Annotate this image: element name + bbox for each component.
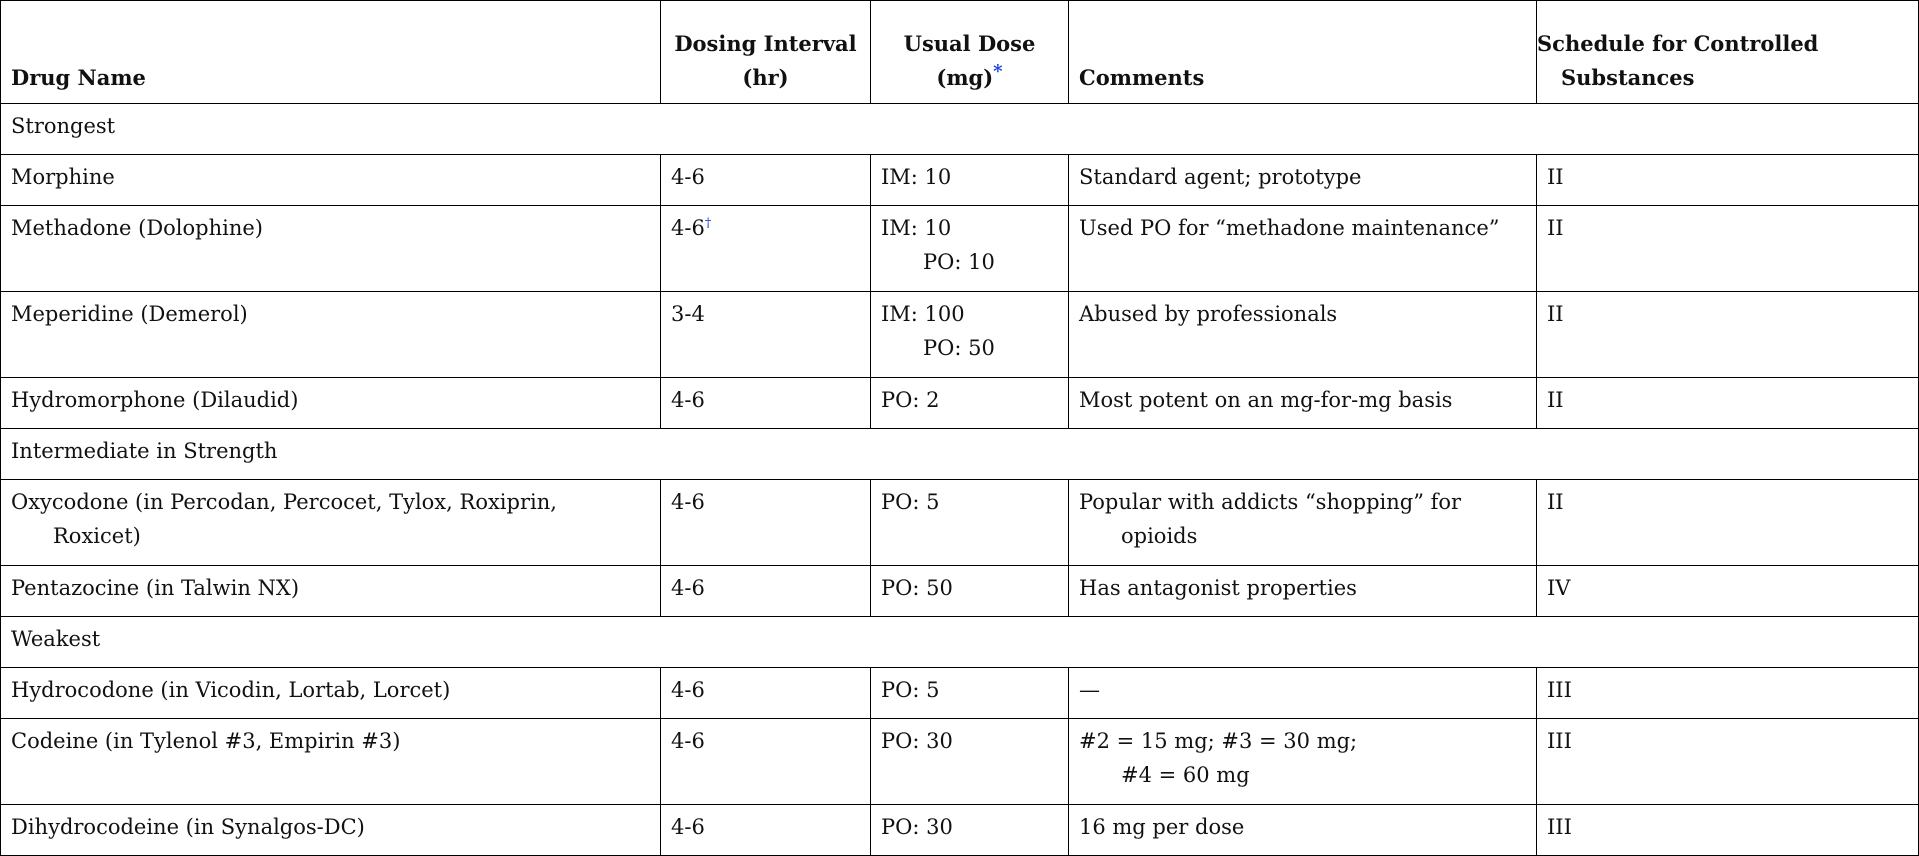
section-label-strongest: Strongest <box>1 104 1919 155</box>
header-usual-dose <box>871 1 1069 104</box>
header-comments <box>1069 1 1537 104</box>
dose-cell: PO: 2 <box>871 378 1069 429</box>
interval-footnote-marker[interactable]: † <box>704 216 712 231</box>
comment-cell: — <box>1069 668 1537 719</box>
header-comments-text: Comments <box>1079 65 1205 90</box>
header-dose-line2: (mg) <box>936 65 994 90</box>
comment-cell: Standard agent; prototype <box>1069 155 1537 206</box>
interval-cell: 4-6 <box>661 805 871 856</box>
dose-line-im: IM: 100 <box>881 302 965 326</box>
comment-line1: #2 = 15 mg; #3 = 30 mg; <box>1079 729 1358 753</box>
table-row-dihydrocodeine <box>1 805 1919 856</box>
schedule-cell: II <box>1537 206 1919 292</box>
dose-cell: PO: 5 <box>871 480 1069 566</box>
section-row-strongest <box>1 104 1919 155</box>
dose-footnote-marker[interactable]: * <box>993 61 1003 82</box>
dose-cell: PO: 5 <box>871 668 1069 719</box>
interval-cell: 4-6 <box>661 480 871 566</box>
table-row-codeine <box>1 719 1919 805</box>
comment-line1: Popular with addicts “shopping” for <box>1079 490 1462 514</box>
interval-cell: 4-6 <box>661 155 871 206</box>
header-interval-line2: (hr) <box>742 65 789 90</box>
section-row-intermediate <box>1 429 1919 480</box>
schedule-cell: III <box>1537 719 1919 805</box>
table-row-hydromorphone <box>1 378 1919 429</box>
dose-cell: IM: 10 <box>871 155 1069 206</box>
comment-cell: 16 mg per dose <box>1069 805 1537 856</box>
table-row-pentazocine <box>1 566 1919 617</box>
section-row-weakest <box>1 617 1919 668</box>
header-dosing-interval <box>661 1 871 104</box>
dose-line-po: PO: 50 <box>923 336 995 360</box>
header-schedule-line1: Schedule for Controlled <box>1537 31 1819 56</box>
schedule-cell: III <box>1537 805 1919 856</box>
comment-line2: #4 = 60 mg <box>1121 763 1250 787</box>
dose-cell: PO: 30 <box>871 719 1069 805</box>
comment-cell: Used PO for “methadone maintenance” <box>1069 206 1537 292</box>
drug-name-cell: Dihydrocodeine (in Synalgos-DC) <box>1 805 661 856</box>
comment-cell: Abused by professionals <box>1069 292 1537 378</box>
schedule-cell: II <box>1537 378 1919 429</box>
interval-cell: 3-4 <box>661 292 871 378</box>
drug-name-cell <box>1 480 661 566</box>
drug-name-cell: Pentazocine (in Talwin NX) <box>1 566 661 617</box>
schedule-cell: II <box>1537 480 1919 566</box>
drug-name-cell: Hydrocodone (in Vicodin, Lortab, Lorcet) <box>1 668 661 719</box>
header-dose-line1: Usual Dose <box>903 31 1036 56</box>
section-label-intermediate: Intermediate in Strength <box>1 429 1919 480</box>
header-row <box>1 1 1919 104</box>
section-label-weakest: Weakest <box>1 617 1919 668</box>
interval-cell <box>661 206 871 292</box>
comment-cell <box>1069 480 1537 566</box>
dose-cell <box>871 206 1069 292</box>
table-row-oxycodone <box>1 480 1919 566</box>
schedule-cell: II <box>1537 155 1919 206</box>
table-row-methadone <box>1 206 1919 292</box>
comment-line2: opioids <box>1121 524 1198 548</box>
interval-cell: 4-6 <box>661 668 871 719</box>
header-interval-line1: Dosing Interval <box>674 31 857 56</box>
drug-name-cell: Hydromorphone (Dilaudid) <box>1 378 661 429</box>
table-row-morphine <box>1 155 1919 206</box>
table-row-meperidine <box>1 292 1919 378</box>
interval-value: 4-6 <box>671 216 705 240</box>
comment-cell: Most potent on an mg-for-mg basis <box>1069 378 1537 429</box>
header-schedule <box>1537 1 1919 104</box>
dose-cell: PO: 50 <box>871 566 1069 617</box>
dose-line-po: PO: 10 <box>923 250 995 274</box>
interval-cell: 4-6 <box>661 566 871 617</box>
drug-name-cell: Morphine <box>1 155 661 206</box>
header-drug-name-text: Drug Name <box>11 65 146 90</box>
schedule-cell: II <box>1537 292 1919 378</box>
comment-cell <box>1069 719 1537 805</box>
drug-name-line1: Oxycodone (in Percodan, Percocet, Tylox, Roxiprin, <box>11 490 557 514</box>
dose-cell <box>871 292 1069 378</box>
schedule-cell: III <box>1537 668 1919 719</box>
drug-name-cell: Methadone (Dolophine) <box>1 206 661 292</box>
schedule-cell: IV <box>1537 566 1919 617</box>
table-row-hydrocodone <box>1 668 1919 719</box>
interval-cell: 4-6 <box>661 719 871 805</box>
header-drug-name <box>1 1 661 104</box>
drug-name-cell: Codeine (in Tylenol #3, Empirin #3) <box>1 719 661 805</box>
dose-line-im: IM: 10 <box>881 216 952 240</box>
dose-cell: PO: 30 <box>871 805 1069 856</box>
interval-cell: 4-6 <box>661 378 871 429</box>
header-schedule-line2: Substances <box>1561 65 1695 90</box>
drug-name-cell: Meperidine (Demerol) <box>1 292 661 378</box>
comment-cell: Has antagonist properties <box>1069 566 1537 617</box>
drug-name-line2: Roxicet) <box>53 524 141 548</box>
